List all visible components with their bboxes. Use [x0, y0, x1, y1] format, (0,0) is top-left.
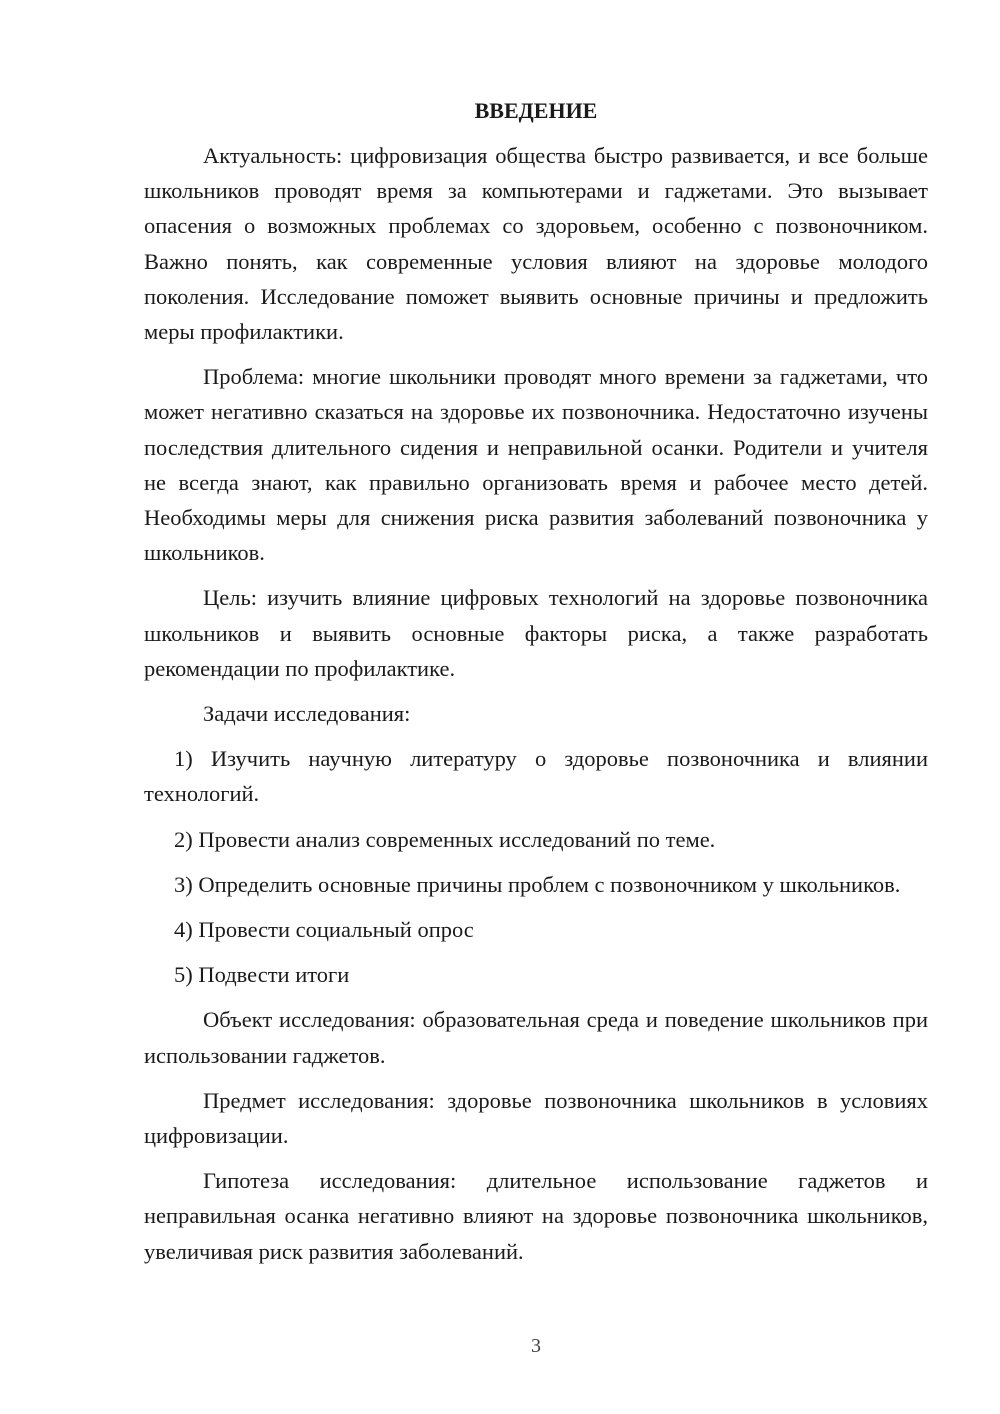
- paragraph-subject: Предмет исследования: здоровье позвоночника школьников в условиях цифровизации.: [144, 1087, 928, 1149]
- paragraph-relevance: Актуальность: цифровизация общества быстро развивается, и все больше школьников проводят время за компьютерами и гаджетами. Это вызывает опасения о возможных проблемах со здоровьем, особенно с позвоночником. Важно понять, как современные условия влияют на здоровье молодого поколения. Исследование поможет выявить основные причины и предложить меры профилактики.: [144, 143, 928, 345]
- paragraph-hypothesis: Гипотеза исследования: длительное использование гаджетов и неправильная осанка негативно влияют на здоровье позвоночника школьников, увеличивая риск развития заболеваний.: [144, 1168, 928, 1264]
- task-item: 3) Определить основные причины проблем с позвоночником у школьников.: [174, 871, 901, 897]
- paragraph-goal: Цель: изучить влияние цифровых технологий на здоровье позвоночника школьников и выявить основные факторы риска, а также разработать рекомендации по профилактике.: [144, 585, 928, 681]
- task-item: 2) Провести анализ современных исследований по теме.: [174, 826, 716, 852]
- document-page: [144, 96, 928, 1279]
- task-item: 5) Подвести итоги: [174, 962, 350, 988]
- paragraph-tasks-heading: Задачи исследования:: [203, 701, 411, 727]
- page-number: 3: [531, 1335, 541, 1357]
- paragraph-problem: Проблема: многие школьники проводят много времени за гаджетами, что может негативно сказаться на здоровье их позвоночника. Недостаточно изучены последствия длительного сидения и неправильной осанки. Родители и учителя не всегда знают, как правильно организовать время и рабочее место детей. Необходимы меры для снижения риска развития заболеваний позвоночника у школьников.: [144, 364, 928, 566]
- task-item: 4) Провести социальный опрос: [174, 917, 474, 943]
- task-item: 1) Изучить научную литературу о здоровье позвоночника и влиянии технологий.: [144, 746, 928, 807]
- paragraph-object: Объект исследования: образовательная среда и поведение школьников при использовании гаджетов.: [144, 1007, 928, 1068]
- section-title: ВВЕДЕНИЕ: [474, 98, 598, 123]
